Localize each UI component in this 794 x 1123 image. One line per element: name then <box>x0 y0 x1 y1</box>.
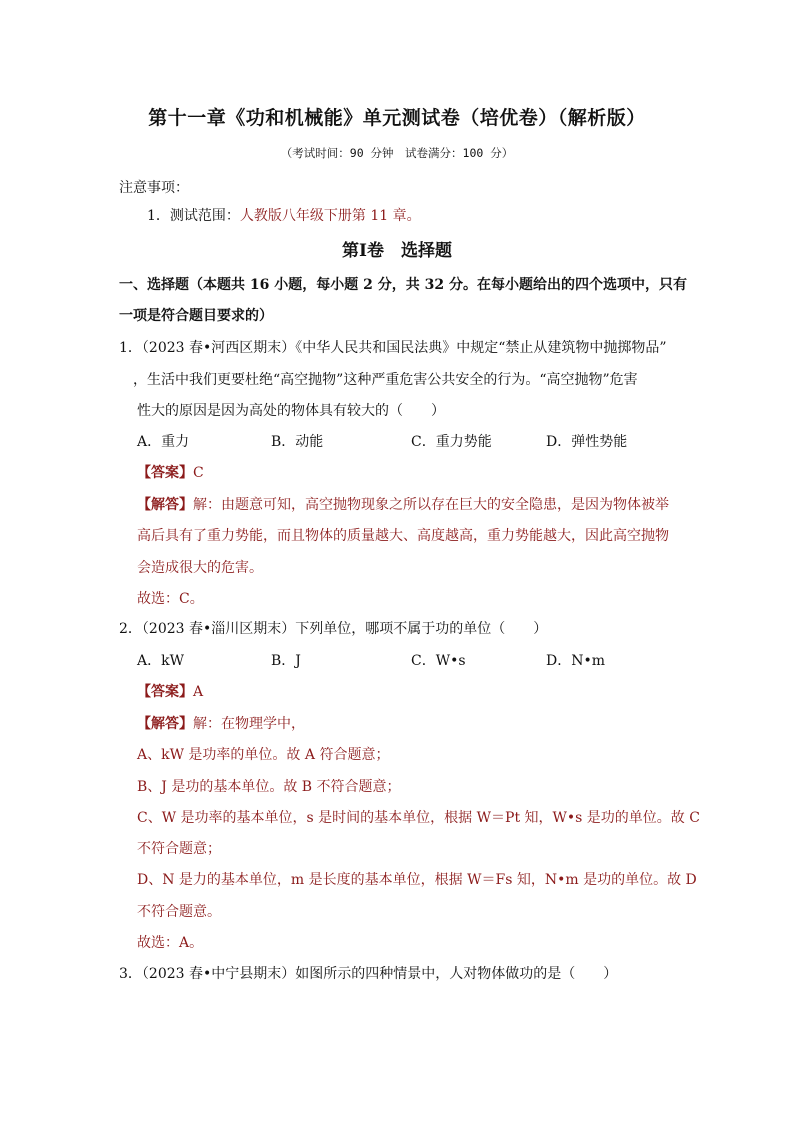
answer-label: 【答案】 <box>137 684 193 700</box>
exam-info: （考试时间：90 分钟 试卷满分：100 分） <box>280 146 514 160</box>
q2-conclusion: 故选：A。 <box>137 935 204 951</box>
q2-answer <box>137 681 203 701</box>
q1-answer <box>137 462 204 482</box>
q2-analysis-a: A、kW 是功率的单位。故 A 符合题意； <box>137 747 390 763</box>
notice-label: 注意事项： <box>119 180 189 196</box>
q2-analysis-c-line-2: 不符合题意； <box>137 841 221 857</box>
q2-stem-line-1: 2．（2023 春•淄川区期末）下列单位，哪项不属于功的单位（ ） <box>119 621 548 637</box>
answer-value: A <box>193 684 204 700</box>
q2-analysis-c-line-1: C、W 是功率的基本单位，s 是时间的基本单位，根据 W＝Pt 知，W•s 是功的单位。故 C <box>137 810 700 826</box>
q2-analysis-line-1 <box>137 713 305 733</box>
q2-analysis-b: B、J 是功的基本单位。故 B 不符合题意； <box>137 779 401 795</box>
q2-option-a: A．kW <box>137 653 184 669</box>
answer-label: 【答案】 <box>137 465 193 481</box>
q1-option-d: D．弹性势能 <box>546 434 628 450</box>
q1-stem-line-2: ，生活中我们更要杜绝“高空抛物”这种严重危害公共安全的行为。“高空抛物”危害 <box>133 372 638 388</box>
analysis-text: 解：由题意可知，高空抛物现象之所以存在巨大的安全隐患，是因为物体被举 <box>193 497 669 513</box>
q1-stem-line-1: 1．（2023 春•河西区期末）《中华人民共和国民法典》中规定“禁止从建筑物中抛掷物品” <box>119 340 667 356</box>
q1-conclusion: 故选：C。 <box>137 591 204 607</box>
notice-item-1 <box>147 205 421 225</box>
instructions-line-2: 一项是符合题目要求的） <box>119 308 273 324</box>
q1-option-c: C．重力势能 <box>411 434 492 450</box>
q2-option-d: D．N•m <box>546 653 606 669</box>
page-title: 第十一章《功和机械能》单元测试卷（培优卷）（解析版） <box>148 107 646 129</box>
analysis-text: 解：在物理学中， <box>193 716 305 732</box>
notice-item-scope: 人教版八年级下册第 11 章。 <box>239 208 421 224</box>
q1-option-b: B．动能 <box>271 434 324 450</box>
q2-option-b: B．J <box>271 653 301 669</box>
analysis-label: 【解答】 <box>137 716 193 732</box>
q2-analysis-d-line-1: D、N 是力的基本单位，m 是长度的基本单位，根据 W＝Fs 知，N•m 是功的单位。故 D <box>137 872 697 888</box>
q2-option-c: C．W•s <box>411 653 466 669</box>
q2-analysis-d-line-2: 不符合题意。 <box>137 904 221 920</box>
q1-stem-line-3: 性大的原因是因为高处的物体具有较大的（ ） <box>137 403 445 419</box>
q1-analysis-line-2: 高后具有了重力势能，而且物体的质量越大、高度越高，重力势能越大，因此高空抛物 <box>137 528 669 544</box>
q1-option-a: A．重力 <box>137 434 190 450</box>
q3-stem-line-1: 3．（2023 春•中宁县期末）如图所示的四种情景中，人对物体做功的是（ ） <box>119 966 618 982</box>
q1-analysis-line-1 <box>137 494 669 514</box>
section-title: 第Ⅰ卷 选择题 <box>342 241 452 261</box>
notice-item-prefix: 1．测试范围： <box>147 208 240 224</box>
answer-value: C <box>193 465 204 481</box>
q1-analysis-line-3: 会造成很大的危害。 <box>137 560 263 576</box>
instructions-line-1: 一、选择题（本题共 16 小题，每小题 2 分，共 32 分。在每小题给出的四个选项中，只有 <box>119 277 687 293</box>
analysis-label: 【解答】 <box>137 497 193 513</box>
